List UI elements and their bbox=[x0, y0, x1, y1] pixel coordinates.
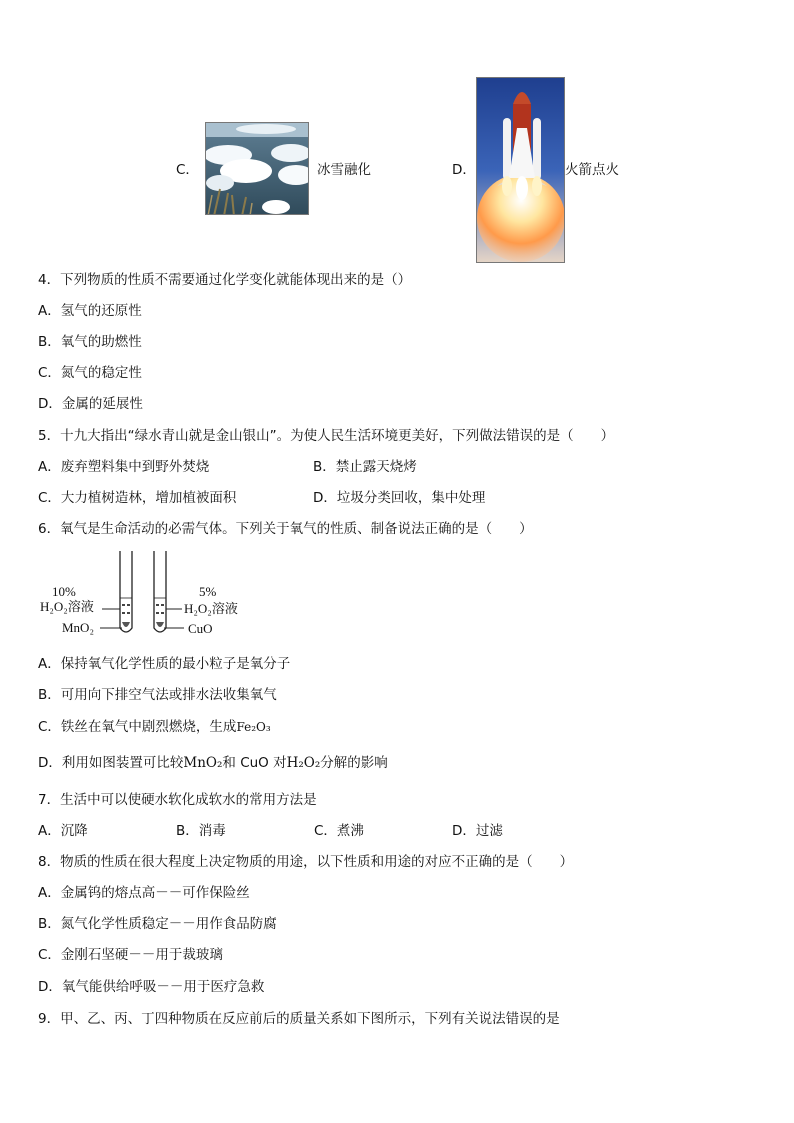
q8-option-a: A．金属钨的熔点高－－可作保险丝 bbox=[38, 885, 250, 901]
q7-option-a: A．沉降 bbox=[38, 823, 88, 839]
q4-option-b: B．氧气的助燃性 bbox=[38, 334, 142, 350]
q8-option-b: B．氮气化学性质稳定－－用作食品防腐 bbox=[38, 916, 277, 932]
q4-option-a: A．氢气的还原性 bbox=[38, 303, 142, 319]
q6-option-c bbox=[38, 718, 271, 736]
q6-option-d bbox=[38, 754, 388, 772]
left-solution-label: H₂O₂溶液 bbox=[40, 599, 94, 614]
q5-option-b: B．禁止露天烧烤 bbox=[313, 459, 417, 475]
rocket-launch-image bbox=[476, 77, 565, 263]
q5-option-d: D．垃圾分类回收，集中处理 bbox=[313, 490, 486, 506]
q6-stem: 6．氧气是生命活动的必需气体。下列关于氧气的性质、制备说法正确的是（ ） bbox=[38, 521, 533, 537]
q6-option-d-text-2: 和 CuO 对 bbox=[222, 755, 287, 771]
q6-option-d-formula-1: MnO₂ bbox=[183, 755, 223, 771]
right-solution-label: H₂O₂溶液 bbox=[184, 601, 238, 616]
q6-option-d-text-3: 分解的影响 bbox=[320, 755, 388, 771]
q9-stem: 9．甲、乙、丙、丁四种物质在反应前后的质量关系如下图所示，下列有关说法错误的是 bbox=[38, 1011, 560, 1027]
melting-snow-picture bbox=[206, 123, 309, 215]
q6-option-a: A．保持氧气化学性质的最小粒子是氧分子 bbox=[38, 656, 291, 672]
rocket-launch-picture bbox=[477, 78, 565, 263]
q5-option-a: A．废弃塑料集中到野外焚烧 bbox=[38, 459, 210, 475]
q8-option-d: D．氧气能供给呼吸－－用于医疗急救 bbox=[38, 979, 265, 995]
option-d-letter: D． bbox=[452, 162, 476, 178]
q7-option-d: D．过滤 bbox=[452, 823, 503, 839]
q7-stem: 7．生活中可以使硬水软化成软水的常用方法是 bbox=[38, 792, 317, 808]
q6-option-c-formula: Fe₂O₃ bbox=[236, 720, 271, 734]
q4-stem: 4．下列物质的性质不需要通过化学变化就能体现出来的是（） bbox=[38, 272, 412, 288]
option-c-letter: C． bbox=[176, 162, 199, 178]
q5-stem: 5．十九大指出“绿水青山就是金山银山”。为使人民生活环境更美好，下列做法错误的是（ ） bbox=[38, 428, 615, 444]
right-concentration-label: 5% bbox=[199, 584, 217, 599]
q6-option-c-text: C．铁丝在氧气中剧烈燃烧，生成 bbox=[38, 719, 237, 735]
melting-snow-image bbox=[205, 122, 309, 215]
right-catalyst-label: CuO bbox=[188, 621, 213, 636]
q8-option-c: C．金刚石坚硬－－用于裁玻璃 bbox=[38, 947, 223, 963]
option-c-caption: 冰雪融化 bbox=[317, 162, 371, 178]
q4-option-c: C．氮气的稳定性 bbox=[38, 365, 142, 381]
q5-option-c: C．大力植树造林，增加植被面积 bbox=[38, 490, 237, 506]
left-catalyst-label: MnO₂ bbox=[62, 620, 94, 635]
q7-option-c: C．煮沸 bbox=[314, 823, 364, 839]
q6-option-b: B．可用向下排空气法或排水法收集氧气 bbox=[38, 687, 277, 703]
left-concentration-label: 10% bbox=[52, 584, 76, 599]
q4-option-d: D．金属的延展性 bbox=[38, 396, 143, 412]
q7-option-b: B．消毒 bbox=[176, 823, 226, 839]
test-tube-figure bbox=[38, 548, 258, 643]
q6-option-d-formula-2: H₂O₂ bbox=[286, 755, 321, 771]
q6-option-d-text-1: D．利用如图装置可比较 bbox=[38, 755, 184, 771]
option-d-caption: 火箭点火 bbox=[565, 162, 619, 178]
q8-stem: 8．物质的性质在很大程度上决定物质的用途，以下性质和用途的对应不正确的是（ ） bbox=[38, 854, 574, 870]
